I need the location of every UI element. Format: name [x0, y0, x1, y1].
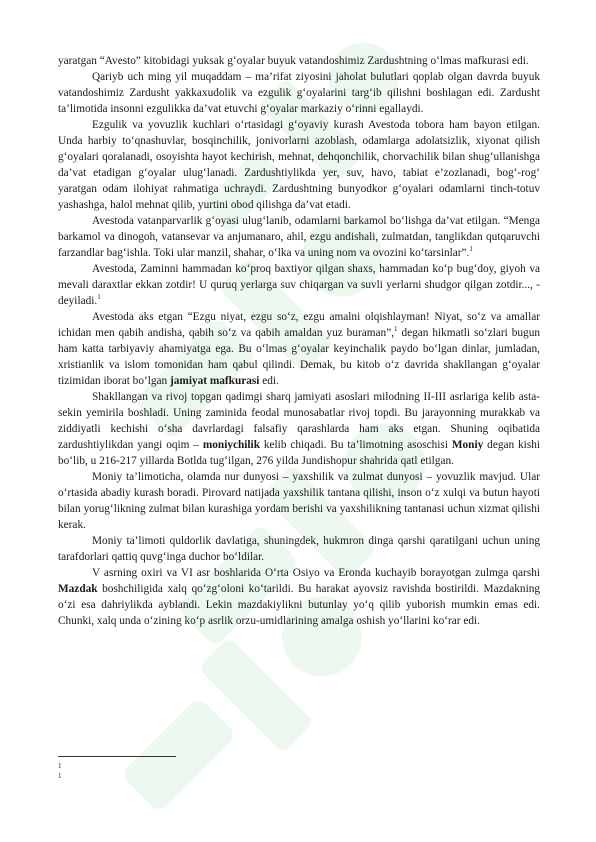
paragraph: Avestoda, Zaminni hammadan ko‘proq baxtiyor qilgan shaxs, hammadan ko‘p bug‘doy, giyoh va mevali daraxtlar ekkan zotdir! U quruq yerlarga suv chiqargan va suvli yerlarni shudgor qilgan zotdir..., - deyiladi.$^1$ [58, 263, 540, 307]
footnote-divider [58, 756, 176, 757]
bold-term: Mazdak [58, 583, 98, 595]
paragraph: V asrning oxiri va VI asr boshlarida O‘rta Osiyo va Eronda kuchayib borayotgan zulmga qarshi Mazdak boshchiligida xalq qo‘zg‘oloni ko‘tarildi. Bu harakat ayovsiz ravishda bostirildi. Mazdakning o‘zi esa dahriylikda ayblandi. Lekin mazdakiylikni butunlay yo‘q qilib yuborish mumkin emas edi. Chunki, xalq unda o‘zining ko‘p asrlik orzu-umidlarining amalga oshish yo‘llarini ko‘rar edi. [58, 567, 540, 627]
paragraph: Avestoda vatanparvarlik g‘oyasi ulug‘lanib, odamlarni barkamol bo‘lishga da’vat etilgan. “Menga barkamol va dinogoh, vatansevar va anjumanaro, ahil, ezgu andishali, zulmatdan, tanglikdan qutqaruvchi farzandlar bag‘ishla. Toki ular manzil, shahar, o‘lka va uning nom va ovozini ko‘tarsinlar”.$^1$ [58, 215, 540, 259]
paragraph: Shakllangan va rivoj topgan qadimgi sharq jamiyati asoslari milodning II-III asrlariga kelib asta-sekin yemirila boshladi. Uning zaminida feodal munosabatlar rivoj topdi. Bu jarayonning murakkab va ziddiyatli kechishi o‘sha davrlardagi falsafiy qarashlarda ham aks etgan. Shuning oqibatida zardushtiylikdan yangi oqim – moniychilik kelib chiqadi. Bu ta’limotning asoschisi Moniy degan kishi bo‘lib, u 216-217 yillarda Botlda tug‘ilgan, 276 yilda Jundishopur shahrida qatl etilgan. [58, 391, 541, 467]
paragraph: Qariyb uch ming yil muqaddam – ma’rifat ziyosini jaholat bulutlari qoplab olgan davrda buyuk vatandoshimiz Zardusht yakkaxudolik va ezgulik g‘oyalarini targ‘ib qilishni boshlagan edi. Zardusht ta’limotida insonni ezgulikka da’vat etuvchi g‘oyalar markaziy o‘rinni egallaydi. [58, 71, 540, 115]
footnote-ref: 1 [97, 293, 101, 302]
paragraph: Ezgulik va yovuzlik kuchlari o‘rtasidagi g‘oyaviy kurash Avestoda tobora ham bayon etilgan. Unda harbiy to‘qnashuvlar, bosqinchilik, jonivorlarni azoblash, odamlarga adolatsizlik, xiyonat qilish g‘oyalari qoralanadi, osoyishta hayot kechirish, mehnat, dehqonchilik, chorvachilik bilan shug‘ullanishga da’vat etadigan g‘oyalar ulug‘lanadi. Zardushtiylikda yer, suv, havo, tabiat e’zozlanadi, bog‘-rog‘ yaratgan odam ilohiyat rahmatiga uchraydi. Zardushtning bunyodkor g‘oyalari odamlarni tinch-totuv yashashga, halol mehnat qilib, yurtini obod qilishga da’vat etadi. [58, 119, 540, 211]
paragraph: Moniy ta’limoti quldorlik davlatiga, shuningdek, hukmron dinga qarshi qaratilgani uchun uning tarafdorlari qattiq quvg‘inga duchor bo‘ldilar. [58, 535, 540, 563]
document-body [58, 53, 540, 629]
bold-term: jamiyat mafkurasi [170, 375, 260, 387]
footnote-mark: 1 [58, 772, 62, 780]
footnote-ref: 1 [469, 245, 473, 254]
paragraph: Avestoda aks etgan “Ezgu niyat, ezgu so‘z, ezgu amalni olqishlayman! Niyat, so‘z va amallar ichidan men qabih andisha, qabih so‘z va qabih amaldan yuz buraman”,$^1$ degan hikmatli so‘zlari bugun ham katta tarbiyaviy ahamiyatga ega. Bu o‘lmas g‘oyalar keyinchalik paydo bo‘lgan dinlar, jumladan, xristianlik va islom tomonidan ham qabul qilindi. Demak, bu kitob o‘z davrida shakllangan g‘oyalar tizimidan iborat bo‘lgan jamiyat mafkurasi edi. [58, 311, 540, 387]
footnote-ref: 1 [394, 325, 398, 334]
bold-term: Moniy [451, 439, 484, 451]
paragraph: Moniy ta’limoticha, olamda nur dunyosi – yaxshilik va zulmat dunyosi – yovuzlik mavjud. Ular o‘rtasida abadiy kurash boradi. Pirovard natijada yaxshilik tantana qilishi, inson o‘z xulqi va butun hayoti bilan yorug‘likning zulmat bilan kurashiga yordam berishi va yaxshilikning tantanasi uchun xizmat qilishi kerak. [58, 471, 540, 531]
bold-term: moniychilik [202, 439, 260, 451]
footnote-mark: 1 [58, 762, 62, 770]
paragraph: yaratgan “Avesto” kitobidagi yuksak g‘oyalar buyuk vatandoshimiz Zardushtning o‘lmas mafkurasi edi. [58, 55, 529, 67]
